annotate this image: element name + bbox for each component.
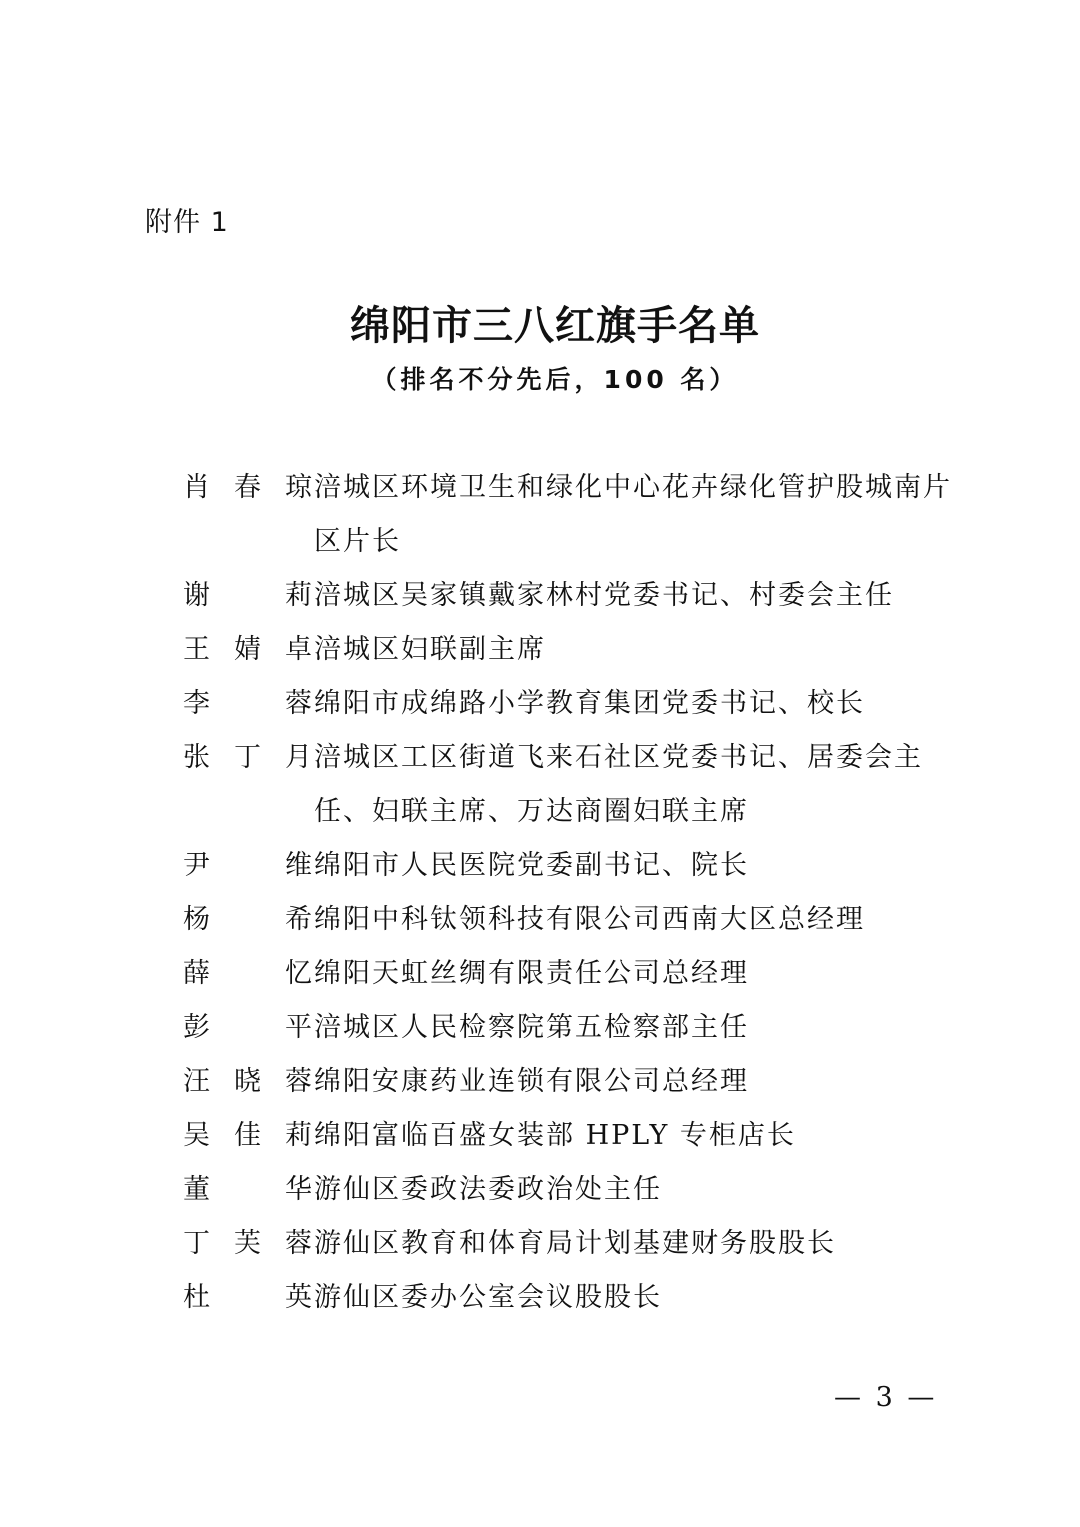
list-item [183, 1109, 983, 1163]
honoree-position: 绵阳天虹丝绸有限责任公司总经理 [314, 958, 749, 989]
list-item [183, 623, 983, 677]
list-item [183, 1163, 983, 1217]
list-item [183, 569, 983, 623]
attachment-label: 附件 1 [145, 207, 229, 238]
honoree-name: 汪晓蓉 [183, 1066, 314, 1097]
honoree-name: 王婧卓 [183, 634, 314, 665]
honoree-name: 肖春琼 [183, 472, 314, 503]
list-item [183, 1271, 983, 1325]
list-item [183, 1055, 983, 1109]
honoree-position: 涪城区工区街道飞来石社区党委书记、居委会主任、妇联主席、万达商圈妇联主席 [314, 742, 923, 827]
honoree-position: 涪城区人民检察院第五检察部主任 [314, 1012, 749, 1043]
honoree-position: 游仙区教育和体育局计划基建财务股股长 [314, 1228, 836, 1259]
list-item [183, 839, 983, 893]
honoree-name: 张丁月 [183, 742, 314, 773]
honoree-position: 绵阳市成绵路小学教育集团党委书记、校长 [314, 688, 865, 719]
honoree-position: 涪城区吴家镇戴家林村党委书记、村委会主任 [314, 580, 894, 611]
list-item [183, 1217, 983, 1271]
document-subtitle: （排名不分先后，100 名） [371, 365, 739, 394]
list-item [183, 947, 983, 1001]
honoree-position: 游仙区委办公室会议股股长 [314, 1282, 662, 1313]
page-number: — 3 — [834, 1382, 938, 1413]
honoree-position: 游仙区委政法委政治处主任 [314, 1174, 662, 1205]
honoree-name: 杜英 [183, 1282, 314, 1313]
honoree-name: 谢莉 [183, 580, 314, 611]
honoree-name: 尹维 [183, 850, 314, 881]
honoree-position: 绵阳中科钛领科技有限公司西南大区总经理 [314, 904, 865, 935]
honoree-name: 薛忆 [183, 958, 314, 989]
honoree-name: 丁芙蓉 [183, 1228, 314, 1259]
honoree-position: 涪城区环境卫生和绿化中心花卉绿化管护股城南片区片长 [314, 472, 952, 557]
list-item [183, 731, 983, 839]
honoree-name: 杨希 [183, 904, 314, 935]
honoree-list [183, 461, 983, 1325]
honoree-name: 吴佳莉 [183, 1120, 314, 1151]
honoree-position: 涪城区妇联副主席 [314, 634, 546, 665]
list-item [183, 461, 983, 569]
honoree-position: 绵阳富临百盛女装部 HPLY 专柜店长 [314, 1120, 796, 1151]
honoree-name: 彭平 [183, 1012, 314, 1043]
list-item [183, 1001, 983, 1055]
honoree-name: 董华 [183, 1174, 314, 1205]
honoree-name: 李蓉 [183, 688, 314, 719]
list-item [183, 893, 983, 947]
honoree-position: 绵阳安康药业连锁有限公司总经理 [314, 1066, 749, 1097]
honoree-position: 绵阳市人民医院党委副书记、院长 [314, 850, 749, 881]
list-item [183, 677, 983, 731]
document-title: 绵阳市三八红旗手名单 [350, 302, 760, 349]
